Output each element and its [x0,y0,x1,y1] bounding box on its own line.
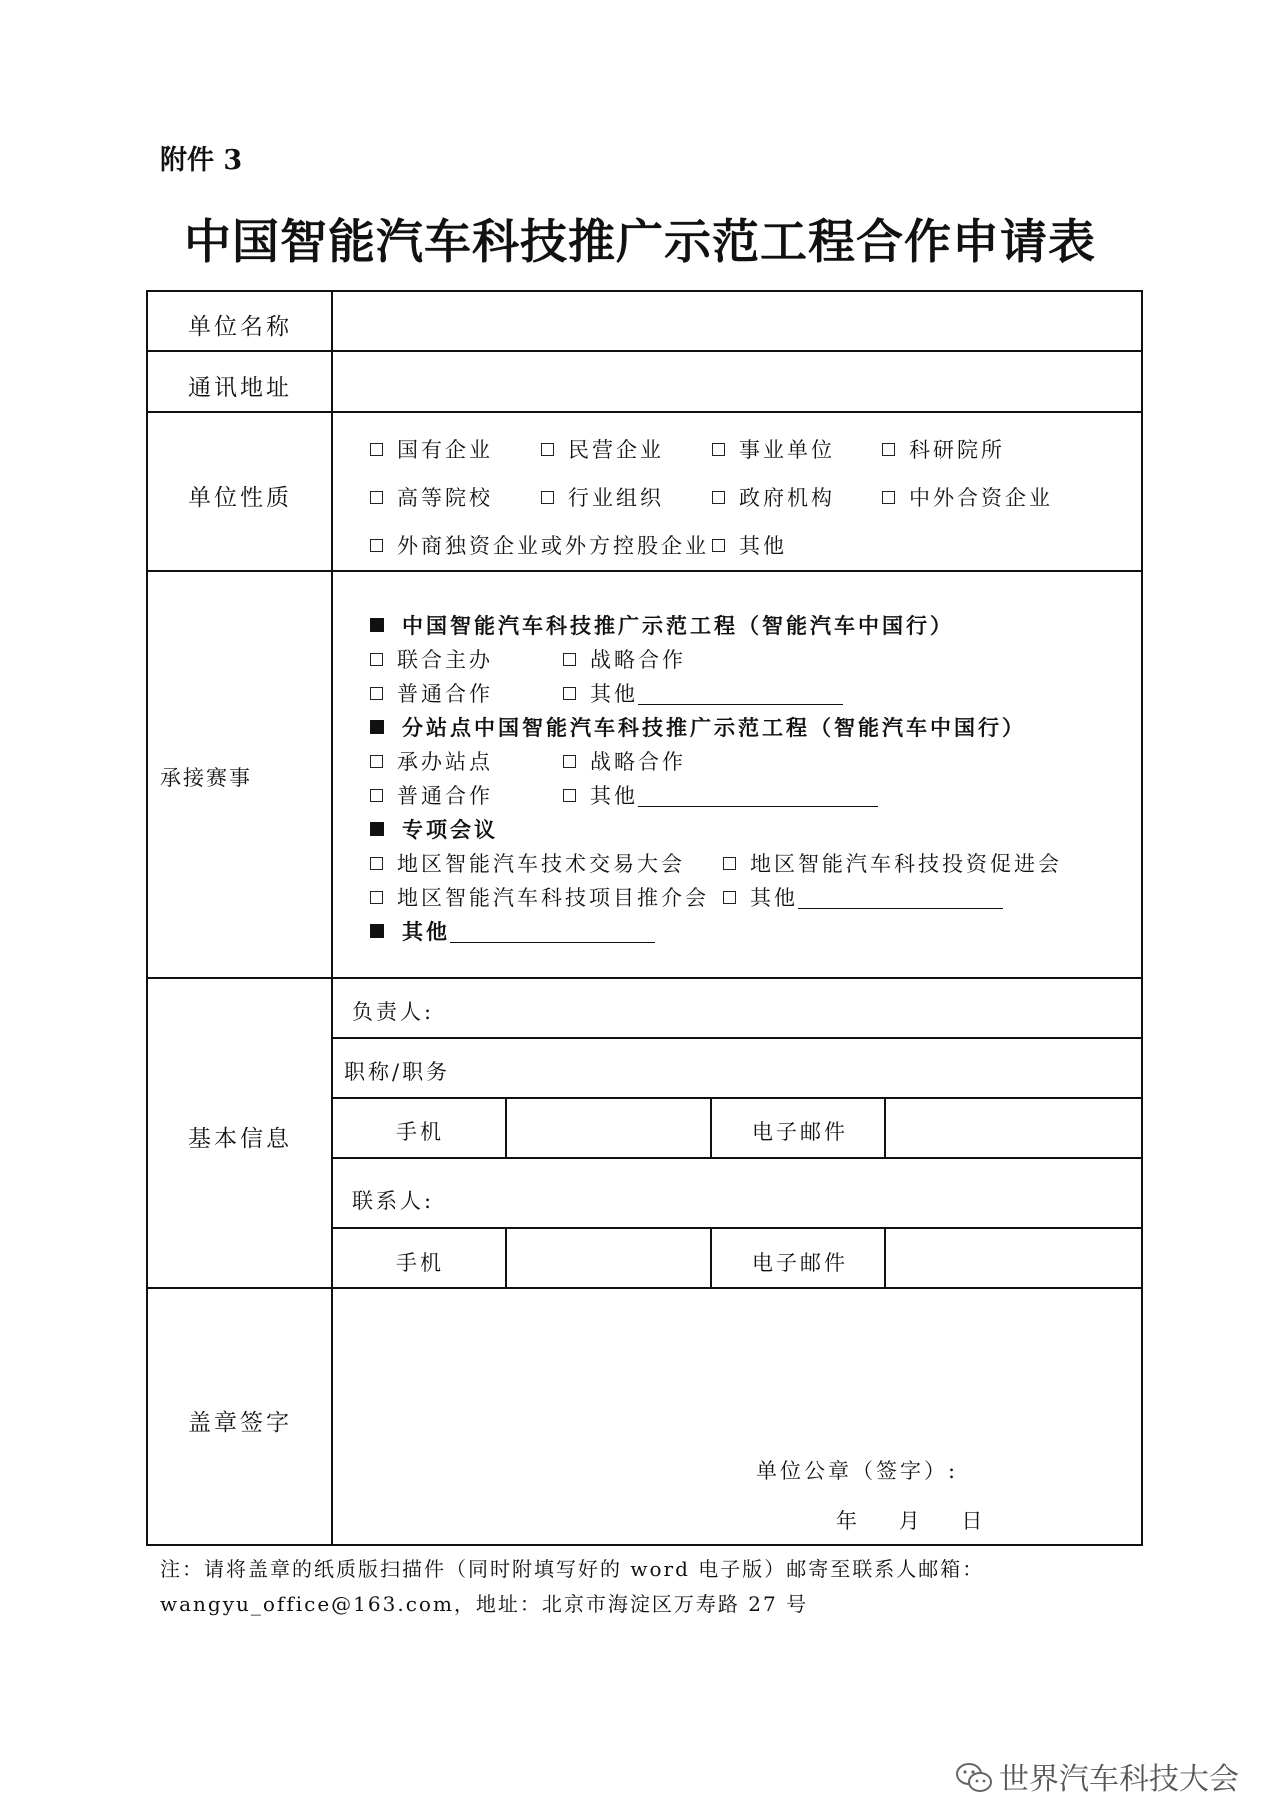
mobile-field[interactable] [507,1099,710,1157]
unit-nature-label: 单位性质 [188,485,292,511]
contact-email-field[interactable] [886,1229,1141,1287]
checkbox-icon [712,443,725,456]
email-field[interactable] [886,1099,1141,1157]
checkbox-icon [370,491,383,504]
seal-signature-area[interactable] [333,1289,1141,1544]
checkbox-icon [882,491,895,504]
checkbox-icon [541,491,554,504]
checkbox-icon [723,857,736,870]
email-label: 电子邮件 [752,1120,848,1144]
checkbox-icon [563,789,576,802]
note-line-2: wangyu_office@163.com，地址：北京市海淀区万寿路 27 号 [160,1592,809,1616]
wechat-icon [955,1761,993,1803]
events-section-4-title: 其他 [370,916,655,946]
event4-other-blank[interactable] [450,920,655,943]
contact-label: 联系人: [352,1189,435,1213]
nature-option-other[interactable]: 其他 [712,530,787,560]
event1-option-co-host[interactable]: 联合主办 [370,644,493,674]
bullet-square-icon [370,720,384,734]
event1-option-general[interactable]: 普通合作 [370,678,493,708]
checkbox-icon [370,789,383,802]
seal-signature-label: 盖章签字 [188,1410,292,1436]
contact-field[interactable] [460,1159,1141,1227]
checkbox-icon [712,491,725,504]
attachment-label: 附件 3 [160,145,243,176]
watermark [955,1754,1239,1803]
event1-option-other[interactable]: 其他 [563,678,843,708]
person-in-charge-field[interactable] [460,979,1141,1037]
address-label: 通讯地址 [188,375,292,401]
contact-mobile-label: 手机 [396,1251,444,1275]
event3-option-project-promo[interactable]: 地区智能汽车科技项目推介会 [370,882,709,912]
event1-option-strategic[interactable]: 战略合作 [563,644,686,674]
event3-option-other[interactable]: 其他 [723,882,1003,912]
event3-option-investment[interactable]: 地区智能汽车科技投资促进会 [723,848,1062,878]
note-line-1: 注：请将盖章的纸质版扫描件（同时附填写好的 word 电子版）邮寄至联系人邮箱： [160,1557,985,1581]
nature-option-industry-org[interactable]: 行业组织 [541,482,664,512]
checkbox-icon [370,443,383,456]
event2-other-blank[interactable] [638,784,878,807]
bullet-square-icon [370,822,384,836]
events-section-1-title: 中国智能汽车科技推广示范工程（智能汽车中国行） [370,610,954,640]
address-field[interactable] [333,352,1141,411]
official-seal-label: 单位公章（签字）: [756,1459,959,1483]
checkbox-icon [370,891,383,904]
event1-other-blank[interactable] [638,682,843,705]
checkbox-icon [370,857,383,870]
checkbox-icon [563,653,576,666]
mobile-label: 手机 [396,1120,444,1144]
contact-email-label: 电子邮件 [752,1251,848,1275]
nature-option-private[interactable]: 民营企业 [541,434,664,464]
checkbox-icon [712,539,725,552]
watermark-text: 世界汽车科技大会 [999,1762,1239,1797]
nature-option-government[interactable]: 政府机构 [712,482,835,512]
nature-option-university[interactable]: 高等院校 [370,482,493,512]
bullet-square-icon [370,618,384,632]
checkbox-icon [882,443,895,456]
checkbox-icon [563,687,576,700]
bullet-square-icon [370,924,384,938]
checkbox-icon [370,687,383,700]
checkbox-icon [370,539,383,552]
event2-option-host-station[interactable]: 承办站点 [370,746,493,776]
checkbox-icon [541,443,554,456]
event3-other-blank[interactable] [798,886,1003,909]
checkbox-icon [370,653,383,666]
event2-option-strategic[interactable]: 战略合作 [563,746,686,776]
checkbox-icon [723,891,736,904]
checkbox-icon [370,755,383,768]
events-section-3-title: 专项会议 [370,814,498,844]
nature-option-foreign-owned[interactable]: 外商独资企业或外方控股企业 [370,530,709,560]
basic-info-label: 基本信息 [188,1126,292,1152]
title-position-field[interactable] [460,1039,1141,1097]
date-label: 年 月 日 [836,1509,986,1533]
checkbox-icon [563,755,576,768]
contact-mobile-field[interactable] [507,1229,710,1287]
unit-name-field[interactable] [333,292,1141,350]
nature-option-joint-venture[interactable]: 中外合资企业 [882,482,1053,512]
event2-option-other[interactable]: 其他 [563,780,878,810]
event3-option-tech-trade[interactable]: 地区智能汽车技术交易大会 [370,848,685,878]
unit-name-label: 单位名称 [188,314,292,340]
events-label: 承接赛事 [160,766,252,790]
nature-option-state-owned[interactable]: 国有企业 [370,434,493,464]
title-position-label: 职称/职务 [344,1060,451,1084]
form-title: 中国智能汽车科技推广示范工程合作申请表 [184,215,1096,270]
events-section-2-title: 分站点中国智能汽车科技推广示范工程（智能汽车中国行） [370,712,1026,742]
event2-option-general[interactable]: 普通合作 [370,780,493,810]
person-in-charge-label: 负责人: [352,1000,435,1024]
nature-option-public-institution[interactable]: 事业单位 [712,434,835,464]
nature-option-research-institute[interactable]: 科研院所 [882,434,1005,464]
